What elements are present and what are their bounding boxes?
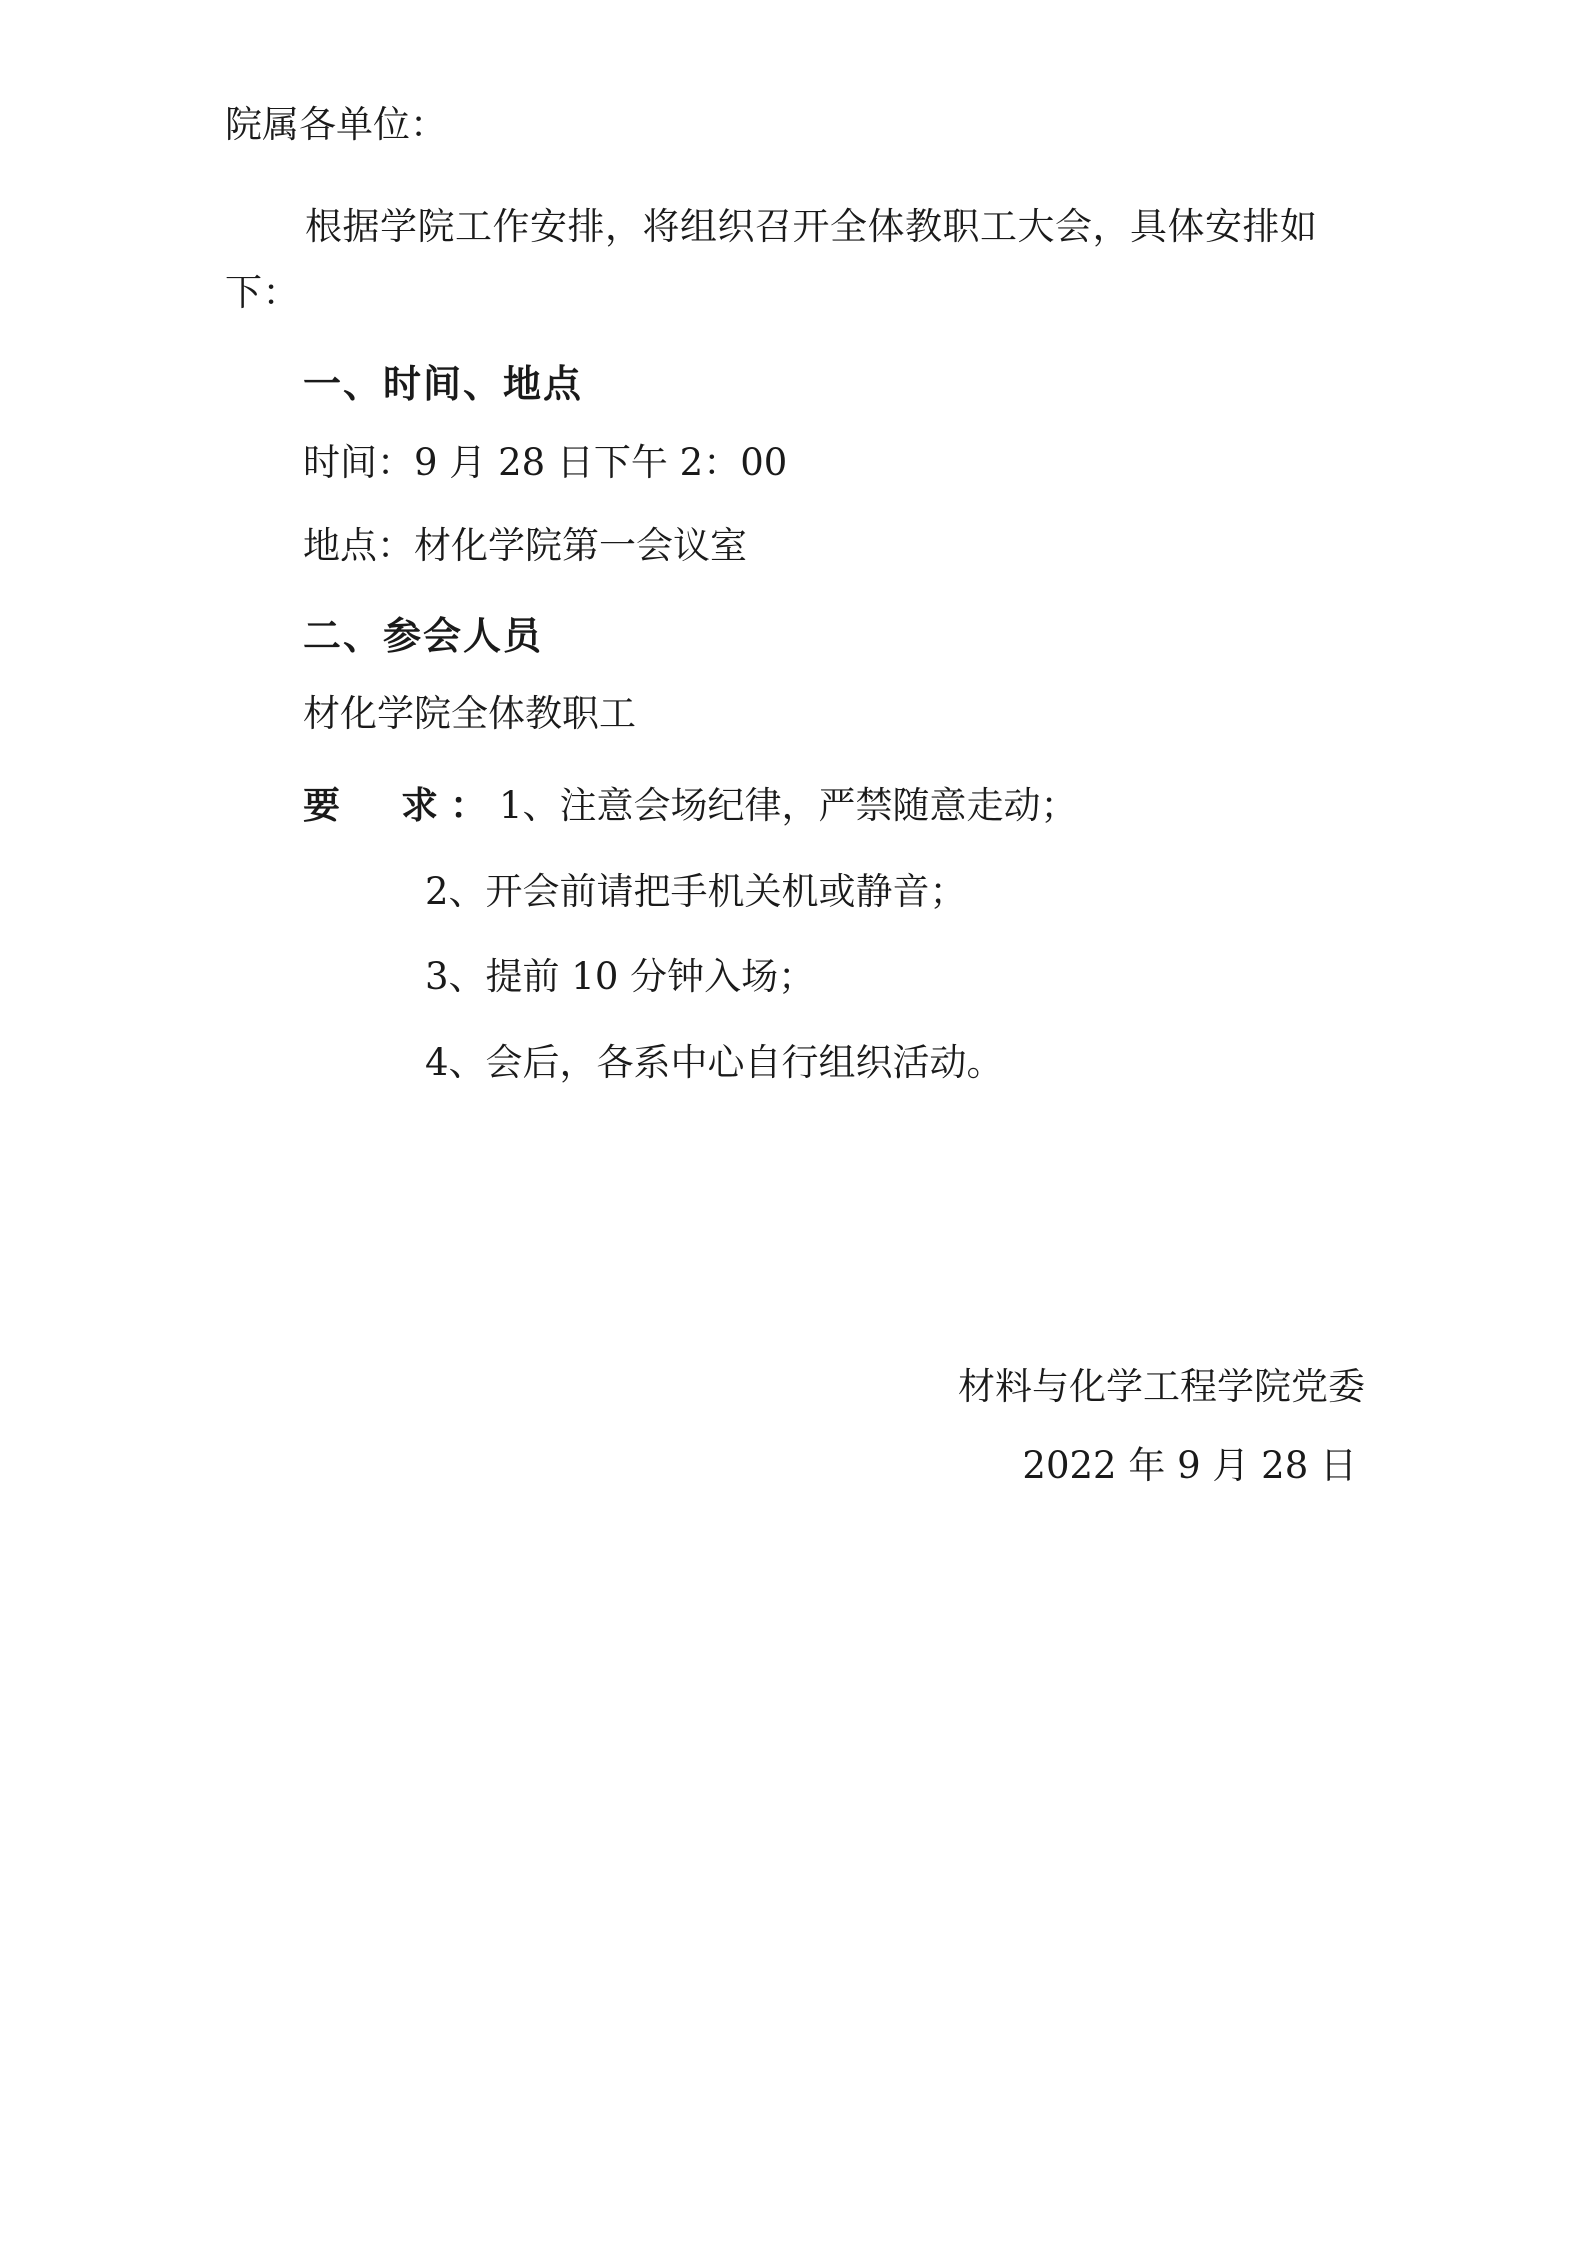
- section-one-heading: 一、时间、地点: [303, 360, 584, 406]
- attendees-line: 材化学院全体教职工: [303, 692, 636, 736]
- requirement-item-2: 2、开会前请把手机关机或静音；: [425, 869, 967, 913]
- addressee-line: 院属各单位：: [225, 103, 447, 146]
- signature-block: [225, 1355, 1375, 1499]
- intro-paragraph: 根据学院工作安排，将组织召开全体教职工大会，具体安排如下：: [225, 205, 1318, 315]
- document-body: [225, 95, 1365, 1116]
- requirement-item-4: 4、会后，各系中心自行组织活动。: [425, 1040, 1004, 1084]
- signature-organization: 材料与化学工程学院党委: [958, 1365, 1365, 1408]
- requirement-item-3: 3、提前 10 分钟入场；: [425, 955, 816, 999]
- signature-date: 2022 年 9 月 28 日: [1022, 1443, 1357, 1487]
- requirement-item-1: 1、注意会场纪律，严禁随意走动；: [499, 783, 1078, 827]
- requirement-item-1-row: [225, 774, 1365, 838]
- requirements-label: 要 求：: [303, 782, 499, 827]
- section-two-heading: 二、参会人员: [303, 612, 544, 658]
- requirements-block: [225, 774, 1365, 1095]
- meeting-time-line: 时间：9 月 28 日下午 2：00: [303, 440, 788, 484]
- meeting-place-line: 地点：材化学院第一会议室: [303, 524, 747, 568]
